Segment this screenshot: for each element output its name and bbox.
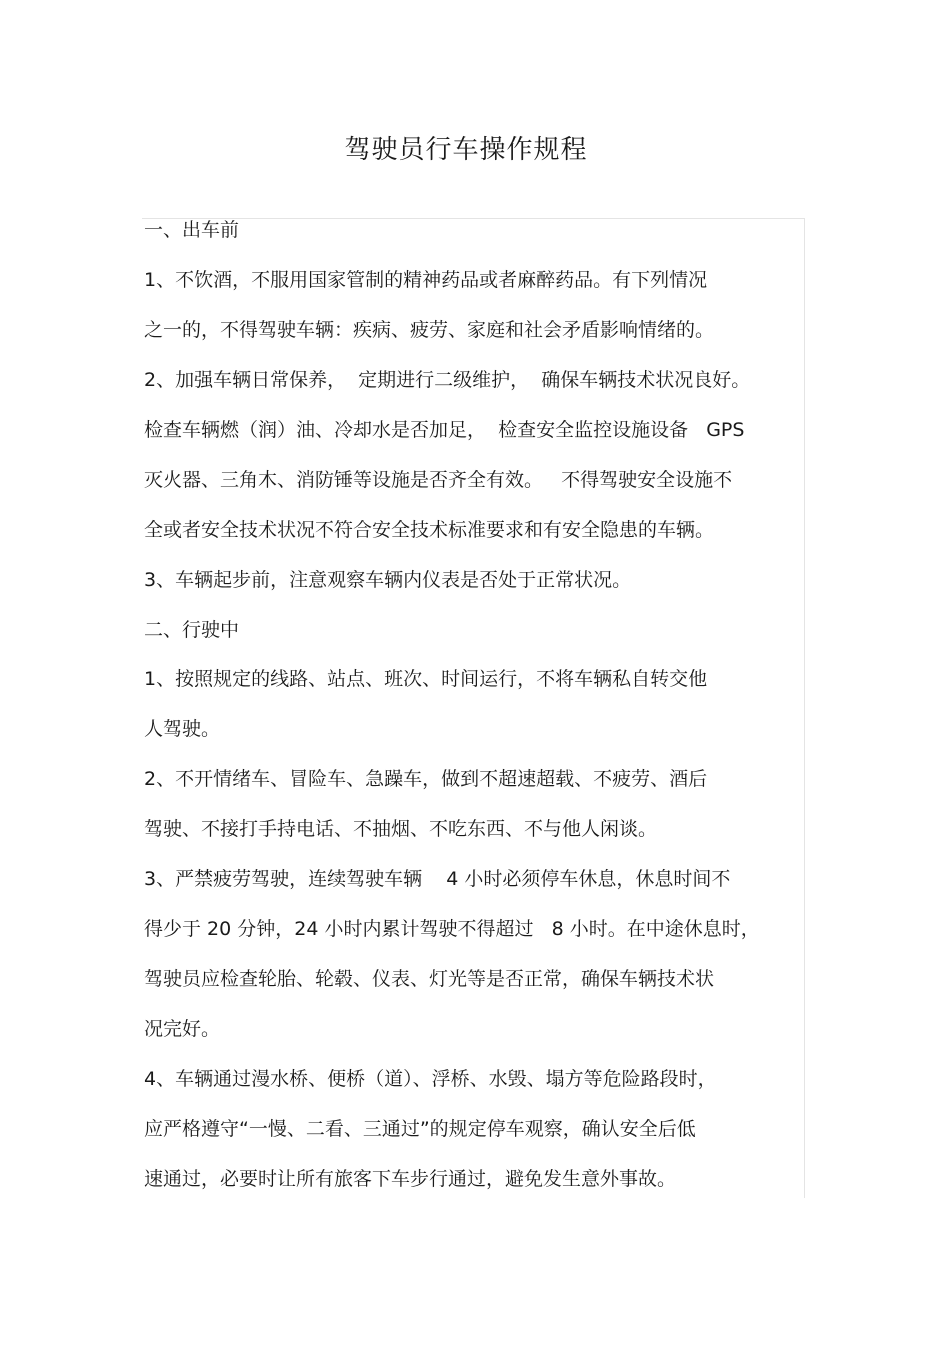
paragraph-line: 1、不饮酒，不服用国家管制的精神药品或者麻醉药品。有下列情况 [144, 269, 708, 291]
paragraph-line: 检查车辆燃（润）油、冷却水是否加足， 检查安全监控设施设备 GPS [144, 419, 745, 441]
paragraph-line: 灭火器、三角木、消防锤等设施是否齐全有效。 不得驾驶安全设施不 [144, 469, 733, 491]
paragraph-line: 3、严禁疲劳驾驶，连续驾驶车辆 4 小时必须停车休息，休息时间不 [144, 868, 731, 890]
paragraph-line: 之一的，不得驾驶车辆：疾病、疲劳、家庭和社会矛盾影响情绪的。 [144, 319, 715, 341]
paragraph-line: 2、加强车辆日常保养， 定期进行二级维护， 确保车辆技术状况良好。 [144, 369, 751, 391]
paragraph-line: 驾驶员应检查轮胎、轮毂、仪表、灯光等是否正常，确保车辆技术状 [144, 968, 715, 990]
paragraph-line: 应严格遵守“一慢、二看、三通过”的规定停车观察，确认安全后低 [144, 1118, 696, 1140]
section-heading-while-driving: 二、行驶中 [144, 619, 240, 641]
page-title: 驾驶员行车操作规程 [344, 135, 588, 165]
paragraph-line: 人驾驶。 [144, 718, 221, 740]
paragraph-line: 2、不开情绪车、冒险车、急躁车，做到不超速超载、不疲劳、酒后 [144, 768, 708, 790]
paragraph-line: 1、按照规定的线路、站点、班次、时间运行，不将车辆私自转交他 [144, 668, 708, 690]
paragraph-line: 3、车辆起步前，注意观察车辆内仪表是否处于正常状况。 [144, 569, 632, 591]
paragraph-line: 速通过，必要时让所有旅客下车步行通过，避免发生意外事故。 [144, 1168, 677, 1190]
paragraph-line: 4、车辆通过漫水桥、便桥（道）、浮桥、水毁、塌方等危险路段时， [144, 1068, 717, 1090]
paragraph-line: 全或者安全技术状况不符合安全技术标准要求和有安全隐患的车辆。 [144, 519, 715, 541]
section-heading-before-departure: 一、出车前 [144, 219, 240, 241]
paragraph-line: 驾驶、不接打手持电话、不抽烟、不吃东西、不与他人闲谈。 [144, 818, 658, 840]
paragraph-line: 得少于 20 分钟，24 小时内累计驾驶不得超过 8 小时。在中途休息时， [144, 918, 760, 940]
paragraph-line: 况完好。 [144, 1018, 221, 1040]
